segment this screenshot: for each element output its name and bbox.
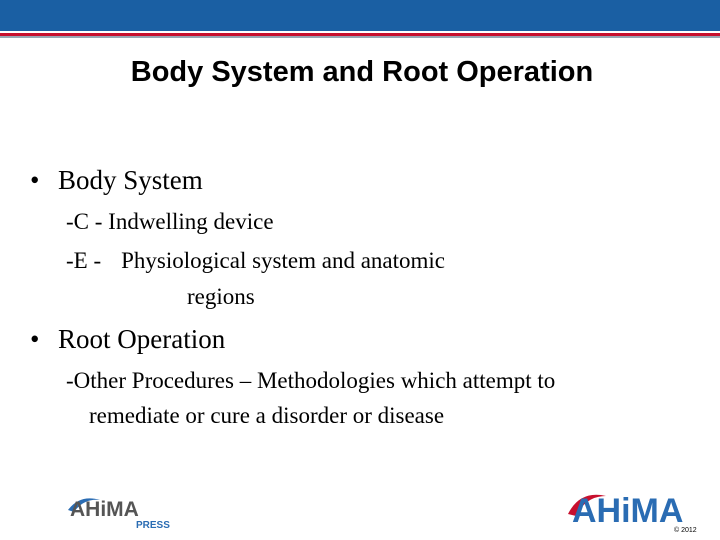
sub-item-continuation: remediate or cure a disorder or disease	[89, 403, 445, 428]
logo-left-sub: PRESS	[136, 520, 170, 531]
sub-item-continuation: regions	[187, 284, 255, 309]
sub-item-indwelling-device: -C - Indwelling device	[66, 209, 274, 234]
sub-item-physiological-system	[66, 248, 445, 274]
bullet-marker: •	[30, 324, 40, 354]
header-band	[0, 0, 720, 31]
logo-right-text: AHiMA	[572, 492, 684, 528]
bullet-label: Body System	[58, 165, 203, 195]
slide-title: Body System and Root Operation	[130, 56, 594, 88]
copyright-notice: © 2012	[674, 527, 697, 534]
ahima-press-logo	[66, 492, 176, 532]
bullet-body-system	[30, 165, 203, 196]
header-rule-gray	[0, 36, 720, 38]
ahima-logo	[566, 488, 702, 528]
sub-item-text: Physiological system and anatomic	[121, 248, 445, 273]
bullet-root-operation	[30, 324, 225, 355]
sub-item-other-procedures: -Other Procedures – Methodologies which attempt to	[66, 368, 556, 393]
bullet-marker: •	[30, 165, 40, 195]
logo-left-text: AHiMA	[70, 498, 139, 521]
bullet-label: Root Operation	[58, 324, 226, 354]
sub-item-prefix: -E -	[66, 248, 102, 273]
